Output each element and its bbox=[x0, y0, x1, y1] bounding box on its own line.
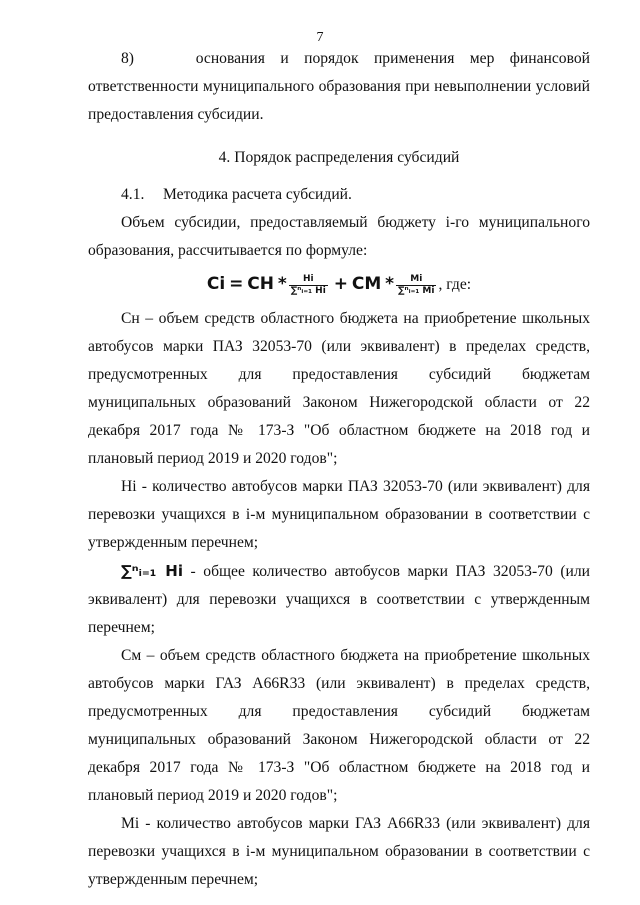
formula-fraction-h bbox=[289, 274, 328, 297]
definition-mi bbox=[88, 810, 590, 894]
formula-eq: = bbox=[229, 274, 244, 294]
formula-plus: + bbox=[333, 274, 348, 294]
formula-cm: CМ bbox=[351, 274, 382, 294]
list-item-8 bbox=[88, 45, 590, 129]
subsection-number: 4.1. bbox=[121, 186, 145, 203]
definition-text: - количество автобусов марки ГАЗ А66R33 (или эквивалент) для перевозки учащихся в i-м муниципальном образовании в соответствии с утвержденным перечнем; bbox=[88, 815, 590, 888]
definition-text: - количество автобусов марки ПАЗ 32053-70 (или эквивалент) для перевозки учащихся в i-м муниципальном образовании в соответствии с утвержденным перечнем; bbox=[88, 478, 590, 551]
fraction-numerator: Мi bbox=[396, 274, 436, 286]
section-title: 4. Порядок распределения субсидий bbox=[218, 149, 460, 166]
definition-text: – объем средств областного бюджета на приобретение школьных автобусов марки ГАЗ А66R33 (или эквивалент) в пределах средств, предусмотренных для предоставления субсидий бюджетам муниципальных образований Законом Нижегородской области от 22 декабря 2017 года № 173-З "Об областном бюджете на 2018 год и плановый период 2019 и 2020 годов"; bbox=[88, 647, 590, 804]
formula-cn: CН bbox=[247, 274, 275, 294]
document-body bbox=[88, 45, 590, 894]
definition-symbol: Сн bbox=[121, 310, 140, 327]
page-number: 7 bbox=[316, 30, 324, 45]
definition-text: - общее количество автобусов марки ПАЗ 32053-70 (или эквивалент) для перевозки учащихся в соответствии с утвержденным перечнем; bbox=[88, 563, 590, 636]
subsection-heading bbox=[88, 181, 590, 209]
definition-symbol: ∑ⁿᵢ₌₁ Нi bbox=[121, 562, 183, 580]
list-item-text: основания и порядок применения мер финансовой ответственности муниципального образования при невыполнении условий предоставления субсидии. bbox=[88, 50, 590, 123]
formula-tail: , где: bbox=[438, 276, 472, 293]
fraction-numerator: Нi bbox=[289, 274, 328, 286]
formula-ci: Ci bbox=[206, 274, 226, 294]
subsection-title: Методика расчета субсидий. bbox=[163, 186, 352, 203]
formula-fraction-m bbox=[396, 274, 436, 297]
formula bbox=[88, 265, 590, 303]
list-item-number: 8) bbox=[121, 50, 134, 67]
intro-paragraph: Объем субсидии, предоставляемый бюджету i-го муниципального образования, рассчитывается по формуле: bbox=[88, 214, 590, 259]
definition-text: – объем средств областного бюджета на приобретение школьных автобусов марки ПАЗ 32053-70 (или эквивалент) в пределах средств, предусмотренных для предоставления субсидий бюджетам муниципальных образований Законом Нижегородской области от 22 декабря 2017 года № 173-З "Об областном бюджете на 2018 год и плановый период 2019 и 2020 годов"; bbox=[88, 310, 590, 467]
definition-symbol: Мi bbox=[121, 815, 140, 832]
definition-symbol: Нi bbox=[121, 478, 137, 495]
definition-symbol: См bbox=[121, 647, 142, 664]
fraction-denominator: ∑ⁿᵢ₌₁ Мi bbox=[398, 285, 435, 296]
definition-cn bbox=[88, 305, 590, 473]
definition-sum-h bbox=[88, 557, 590, 642]
definition-hi bbox=[88, 473, 590, 557]
formula-times-1: * bbox=[277, 274, 287, 294]
definition-cm bbox=[88, 642, 590, 810]
fraction-denominator: ∑ⁿᵢ₌₁ Нi bbox=[290, 285, 326, 296]
formula-times-2: * bbox=[385, 274, 395, 294]
